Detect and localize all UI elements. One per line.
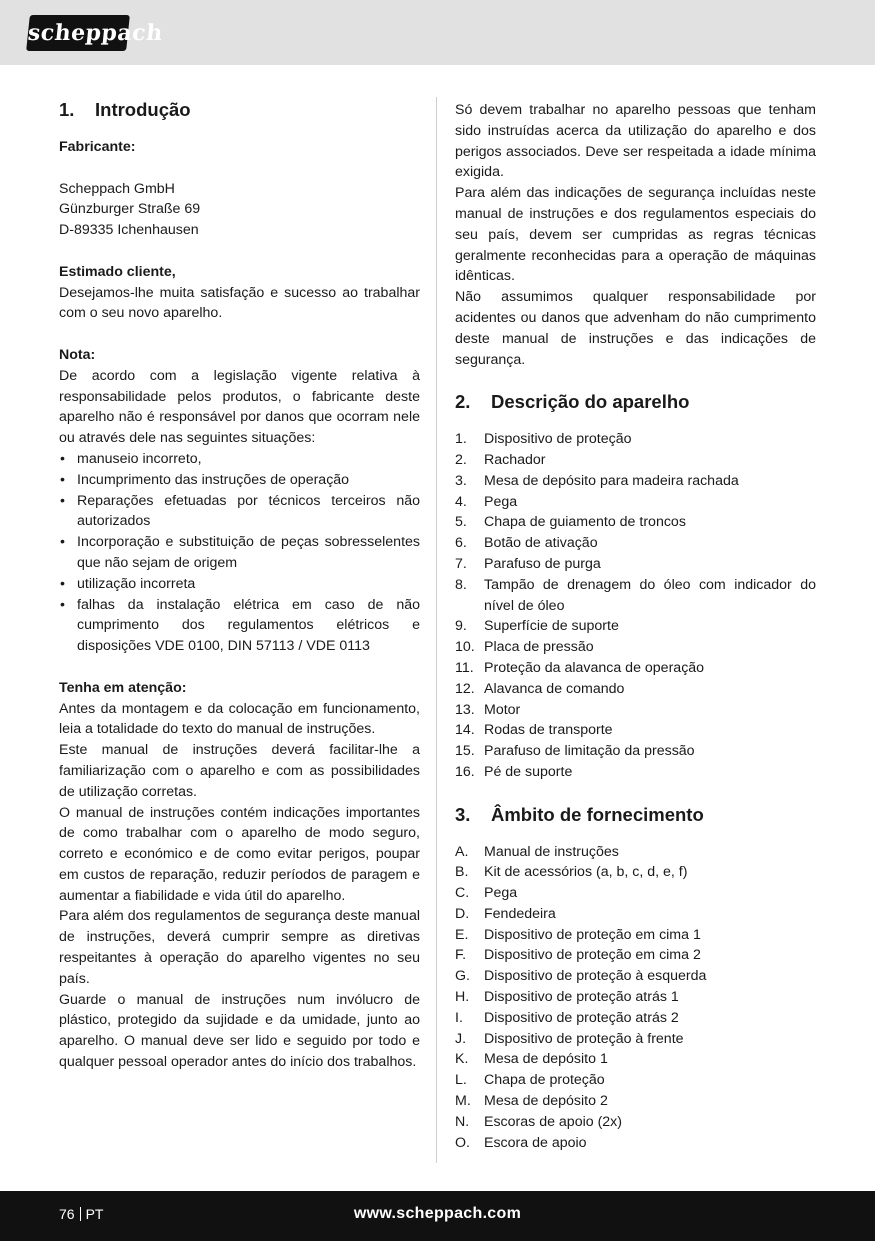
attention-label: Tenha em atenção: (59, 679, 187, 696)
list-item: 13. Motor (455, 701, 521, 718)
section-1-heading (59, 99, 420, 121)
list-item: 11. Proteção da alavanca de operação (455, 659, 705, 676)
section-title: Introdução (95, 99, 191, 120)
list-item: 16. Pé de suporte (455, 763, 573, 780)
right-column (455, 99, 816, 1153)
address-line: Günzburger Straße 69 (59, 201, 201, 218)
list-item: E. Dispositivo de proteção em cima 1 (455, 926, 701, 943)
list-item: M. Mesa de depósito 2 (455, 1093, 608, 1110)
page-header (0, 0, 875, 65)
manufacturer-label: Fabricante: (59, 139, 136, 155)
list-item: 6. Botão de ativação (455, 535, 598, 552)
list-item: L. Chapa de proteção (455, 1072, 605, 1089)
page-footer (0, 1191, 875, 1241)
list-item: O. Escora de apoio (455, 1134, 587, 1151)
list-item: • Reparações efetuadas por técnicos terceiros não autorizados (59, 491, 420, 533)
section-title: Descrição do aparelho (491, 391, 690, 413)
list-item: 12. Alavanca de comando (455, 680, 625, 697)
list-item: J. Dispositivo de proteção à frente (455, 1030, 684, 1047)
paragraph: Só devem trabalhar no aparelho pessoas que tenham sido instruídas acerca da utilização do aparelho e dos perigos associados. Deve ser respeitada a idade mínima exigida. (455, 102, 816, 181)
section-number: 3. (455, 803, 471, 825)
list-item: • manuseio incorreto, (59, 449, 420, 470)
list-item: G. Dispositivo de proteção à esquerda (455, 968, 707, 985)
note-label: Nota: (59, 346, 96, 363)
list-item: H. Dispositivo de proteção atrás 1 (455, 989, 679, 1006)
list-item: 5. Chapa de guiamento de troncos (455, 514, 686, 531)
scope-list (455, 842, 816, 1154)
page-number: 76 PT (59, 1206, 104, 1222)
list-item: 1. Dispositivo de proteção (455, 431, 632, 448)
list-item: C. Pega (455, 885, 518, 902)
dear-customer-label: Estimado cliente, (59, 263, 176, 280)
list-item: F. Dispositivo de proteção em cima 2 (455, 947, 701, 964)
list-item: K. Mesa de depósito 1 (455, 1051, 608, 1068)
note-list (59, 449, 420, 657)
left-column (59, 99, 420, 1073)
dear-customer-text: Desejamos-lhe muita satisfação e sucesso ao trabalhar com o seu novo aparelho. (59, 284, 420, 322)
list-item: 15. Parafuso de limitação da pressão (455, 743, 695, 760)
list-item: N. Escoras de apoio (2x) (455, 1113, 623, 1130)
list-item: • Incumprimento das instruções de operação (59, 470, 420, 491)
address-line: Scheppach GmbH (59, 180, 175, 197)
list-item: • falhas da instalação elétrica em caso de não cumprimento dos regulamentos elétricos e disposições VDE 0100, DIN 57113 / VDE 0113 (59, 595, 420, 657)
paragraph: Antes da montagem e da colocação em funcionamento, leia a totalidade do texto do manual de instruções. (59, 700, 420, 738)
list-item: B. Kit de acessórios (a, b, c, d, e, f) (455, 864, 688, 881)
list-item: A. Manual de instruções (455, 843, 619, 860)
paragraph: Não assumimos qualquer responsabilidade por acidentes ou danos que advenham do não cumprimento deste manual de instruções e das indicações de segurança. (455, 289, 816, 368)
paragraph: Este manual de instruções deverá facilitar-lhe a familiarização com o aparelho e com as possibilidades de utilização corretas. (59, 742, 420, 800)
website-url: www.scheppach.com (353, 1205, 522, 1222)
paragraph: Guarde o manual de instruções num invólucro de plástico, protegido da sujidade e da umidade, junto ao aparelho. O manual deve ser lido e seguido por todo e qualquer pessoal operador antes do início dos trabalhos. (59, 991, 420, 1071)
paragraph: Para além dos regulamentos de segurança deste manual de instruções, deverá cumprir sempre as diretivas respeitantes à operação do aparelho vigentes no seu país. (59, 908, 420, 987)
section-2-heading (455, 391, 816, 413)
section-number: 1. (59, 99, 75, 120)
list-item: 4. Pega (455, 493, 518, 510)
note-text: De acordo com a legislação vigente relativa à responsabilidade pelos produtos, o fabricante deste aparelho não é responsável por danos que ocorram nele ou através dele nas seguintes situações: (59, 367, 420, 447)
list-item: 8. Tampão de drenagem do óleo com indicador do nível de óleo (455, 576, 816, 614)
paragraph: Para além das indicações de segurança incluídas neste manual de instruções e dos regulamentos especiais do seu país, devem ser cumpridas as regras técnicas geralmente reconhecidas para a operação de máquinas idênticas. (455, 185, 816, 285)
list-item: I. Dispositivo de proteção atrás 2 (455, 1009, 679, 1026)
section-3-heading (455, 804, 816, 826)
address-line: D-89335 Ichenhausen (59, 222, 199, 239)
list-item: • utilização incorreta (59, 574, 420, 595)
list-item: 7. Parafuso de purga (455, 555, 601, 572)
section-number: 2. (455, 391, 471, 413)
list-item: 9. Superfície de suporte (455, 618, 619, 635)
language-code: PT (85, 1206, 104, 1222)
list-item: 3. Mesa de depósito para madeira rachada (455, 472, 739, 489)
section-title: Âmbito de fornecimento (491, 803, 704, 825)
list-item: 2. Rachador (455, 451, 546, 468)
list-item: • Incorporação e substituição de peças sobresselentes que não sejam de origem (59, 532, 420, 574)
list-item: 14. Rodas de transporte (455, 722, 613, 739)
list-item: D. Fendedeira (455, 905, 556, 922)
parts-list (455, 429, 816, 783)
list-item: 10. Placa de pressão (455, 639, 594, 656)
paragraph: O manual de instruções contém indicações importantes de como trabalhar com o aparelho de modo seguro, correto e económico e de como evitar perigos, poupar em custos de reparação, reduzir períodos de paragem e aumentar a fiabilidade e vida útil do aparelho. (59, 804, 420, 904)
column-divider (436, 97, 437, 1163)
scheppach-logo: scheppach (26, 15, 130, 51)
